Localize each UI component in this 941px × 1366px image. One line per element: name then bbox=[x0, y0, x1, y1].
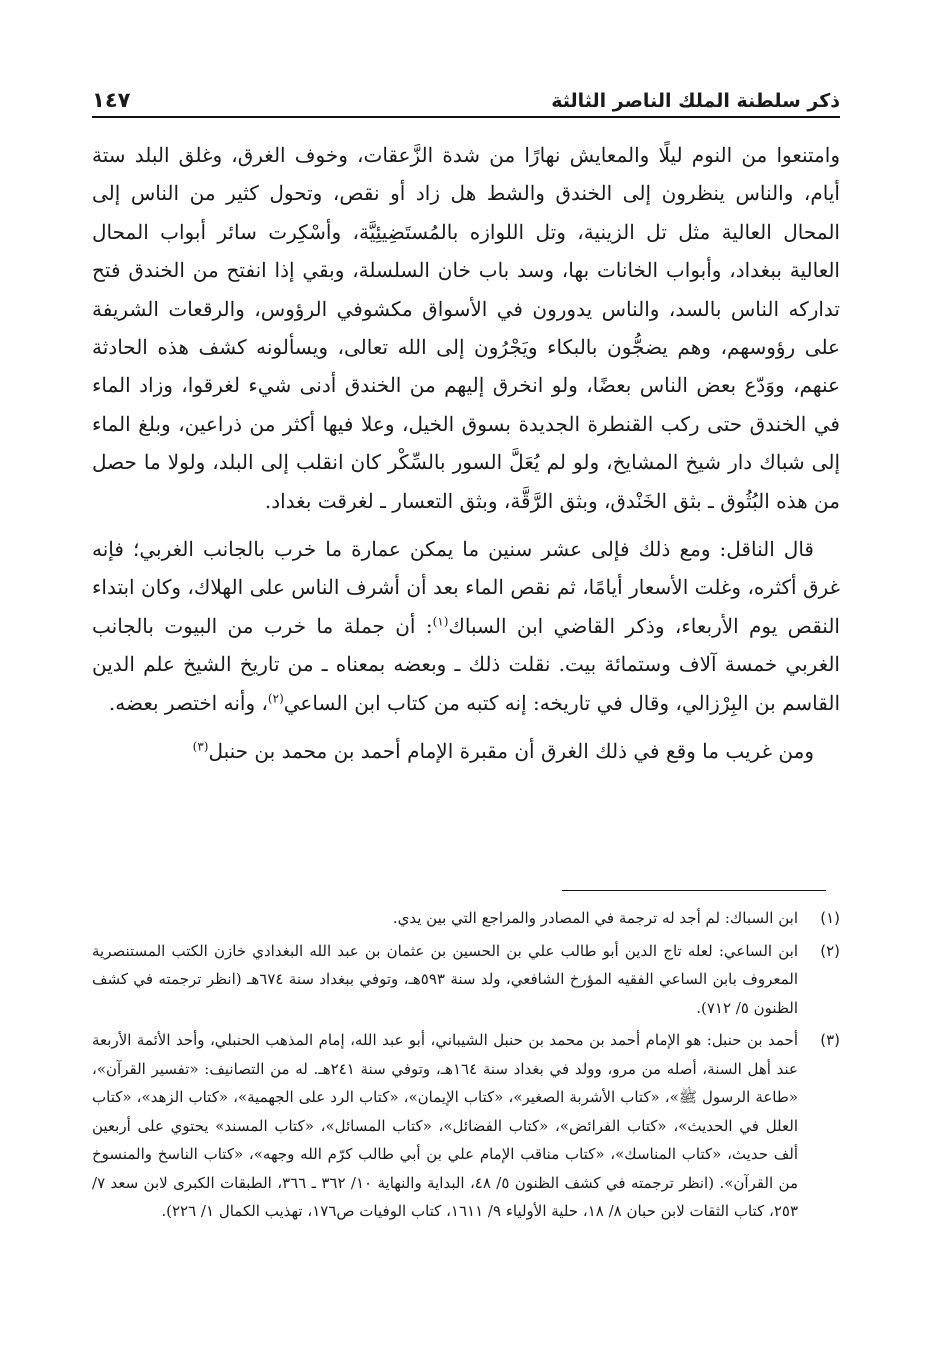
paragraph-3-text: ومن غريب ما وقع في ذلك الغرق أن مقبرة الإمام أحمد بن محمد بن حنبل bbox=[208, 739, 814, 764]
running-title: ذكر سلطنة الملك الناصر الثالثة bbox=[551, 90, 840, 112]
main-text bbox=[92, 136, 840, 781]
paragraph-2-part-1: قال الناقل: ومع ذلك فإلى عشر سنين ما يمكن عمارة ما خرب بالجانب الغربي؛ فإنه غرق أكثره، وغلت الأسعار أيامًا، ثم نقص الماء بعد أن أشرف الناس على الهلاك، وكان ابتداء النقص يوم الأربعاء، وذكر القاضي ابن السباك bbox=[92, 537, 840, 638]
footnote-text: ابن الساعي: لعله تاج الدين أبو طالب علي بن الحسين بن عثمان بن عبد الله البغدادي خازن الكتب المستنصرية المعروف بابن الساعي الفقيه المؤرخ الشافعي، ولد سنة ٥٩٣هـ، وتوفي ببغداد سنة ٦٧٤هـ (انظر ترجمته في كشف الظنون ٥/ ٧١٢). bbox=[92, 941, 799, 1017]
footnotes bbox=[92, 904, 840, 1230]
page-number: ١٤٧ bbox=[92, 88, 131, 112]
paragraph-2-part-2: : أن جملة ما خرب من البيوت بالجانب الغربي خمسة آلاف وستمائة بيت. نقلت ذلك ـ وبعضه بمعناه ـ من تاريخ الشيخ علم الدين القاسم بن البِرْزالي، وقال في تاريخه: إنه كتبه من كتاب ابن الساعي bbox=[92, 613, 840, 715]
footnote-text: أحمد بن حنبل: هو الإمام أحمد بن محمد بن حنبل الشيباني، أبو عبد الله، إمام المذهب الحنبلي، وأحد الأئمة الأربعة عند أهل السنة، أصله من مرو، وولد في بغداد سنة ١٦٤هـ، وتوفي سنة ٢٤١هـ. له من التصانيف: «تفسير القرآن»، «طاعة الرسول ﷺ»، «كتاب الأشربة الصغير»، «كتاب الإيمان»، «كتاب الرد على الجهمية»، «كتاب الزهد»، «كتاب العلل في الحديث»، «كتاب الفرائض»، «كتاب الفضائل»، «كتاب المسائل»، «كتاب المسند» يحتوي على أربعين ألف حديث، «كتاب المناسك»، «كتاب مناقب الإمام علي بن أبي طالب كرّم الله وجهه»، «كتاب الناسخ والمنسوخ من القرآن». (انظر ترجمته في كشف الظنون ٥/ ٤٨، البداية والنهاية ١٠/ ٣٦٢ ـ ٣٦٦، الطبقات الكبرى لابن سعد ٧/ ٢٥٣، كتاب الثقات لابن حبان ٨/ ١٨، حلية الأولياء ٩/ ١٦١١، كتاب الوفيات ص١٧٦، تهذيب الكمال ١/ ٢٢٦). bbox=[92, 1031, 798, 1220]
footnote-1 bbox=[92, 904, 840, 933]
paragraph-2-part-3: ، وأنه اختصر بعضه. bbox=[108, 690, 268, 715]
footnote-ref-3[interactable]: (٣) bbox=[192, 739, 209, 754]
paragraph-2 bbox=[92, 530, 840, 722]
footnote-2 bbox=[92, 937, 840, 1023]
footnote-number: (١) bbox=[820, 909, 840, 927]
paragraph-3 bbox=[92, 732, 840, 770]
footnote-3 bbox=[92, 1026, 840, 1226]
footnote-number: (٢) bbox=[820, 941, 840, 960]
footnote-text: ابن السباك: لم أجد له ترجمة في المصادر والمراجع التي بين يدي. bbox=[392, 909, 798, 927]
footnote-separator bbox=[562, 890, 826, 891]
page-header bbox=[92, 82, 840, 118]
footnote-ref-2[interactable]: (٢) bbox=[267, 691, 284, 706]
footnote-ref-1[interactable]: (١) bbox=[432, 614, 449, 629]
paragraph-1: وامتنعوا من النوم ليلًا والمعايش نهارًا من شدة الزَّعقات، وخوف الغرق، وغلق البلد ستة أيام، والناس ينظرون إلى الخندق والشط هل زاد أو نقص، وتحول كثير من الناس إلى المحال العالية مثل تل الزينية، وتل اللوازه بالمُستَضِيئِيَّة، وأسْكِرت سائر أبواب المحال العالية ببغداد، وأبواب الخانات بها، وسد باب خان السلسلة، وبقي إذا انفتح من الخندق فتح تداركه الناس بالسد، والناس يدورون في الأسواق مكشوفي الرؤوس، والرقعات الشريفة على رؤوسهم، وهم يضجُّون بالبكاء ويَجْرُون إلى الله تعالى، ويسألونه كشف هذه الحادثة عنهم، ووَدّع بعض الناس بعضًا، ولو انخرق إليهم من الخندق أدنى شيء لغرقوا، وزاد الماء في الخندق حتى ركب القنطرة الجديدة بسوق الخيل، وعلا فيها أكثر من ذراعين، وبلغ الماء إلى شباك دار شيخ المشايخ، ولو لم يُعَلَّ السور بالسِّكْر كان انقلب إلى البلد، ولولا ما حصل من هذه البُثُوق ـ بثق الخَنْدق، وبثق الرَّقَّة، وبثق التعسار ـ لغرقت بغداد. bbox=[92, 143, 840, 513]
footnote-number: (٣) bbox=[820, 1031, 840, 1049]
